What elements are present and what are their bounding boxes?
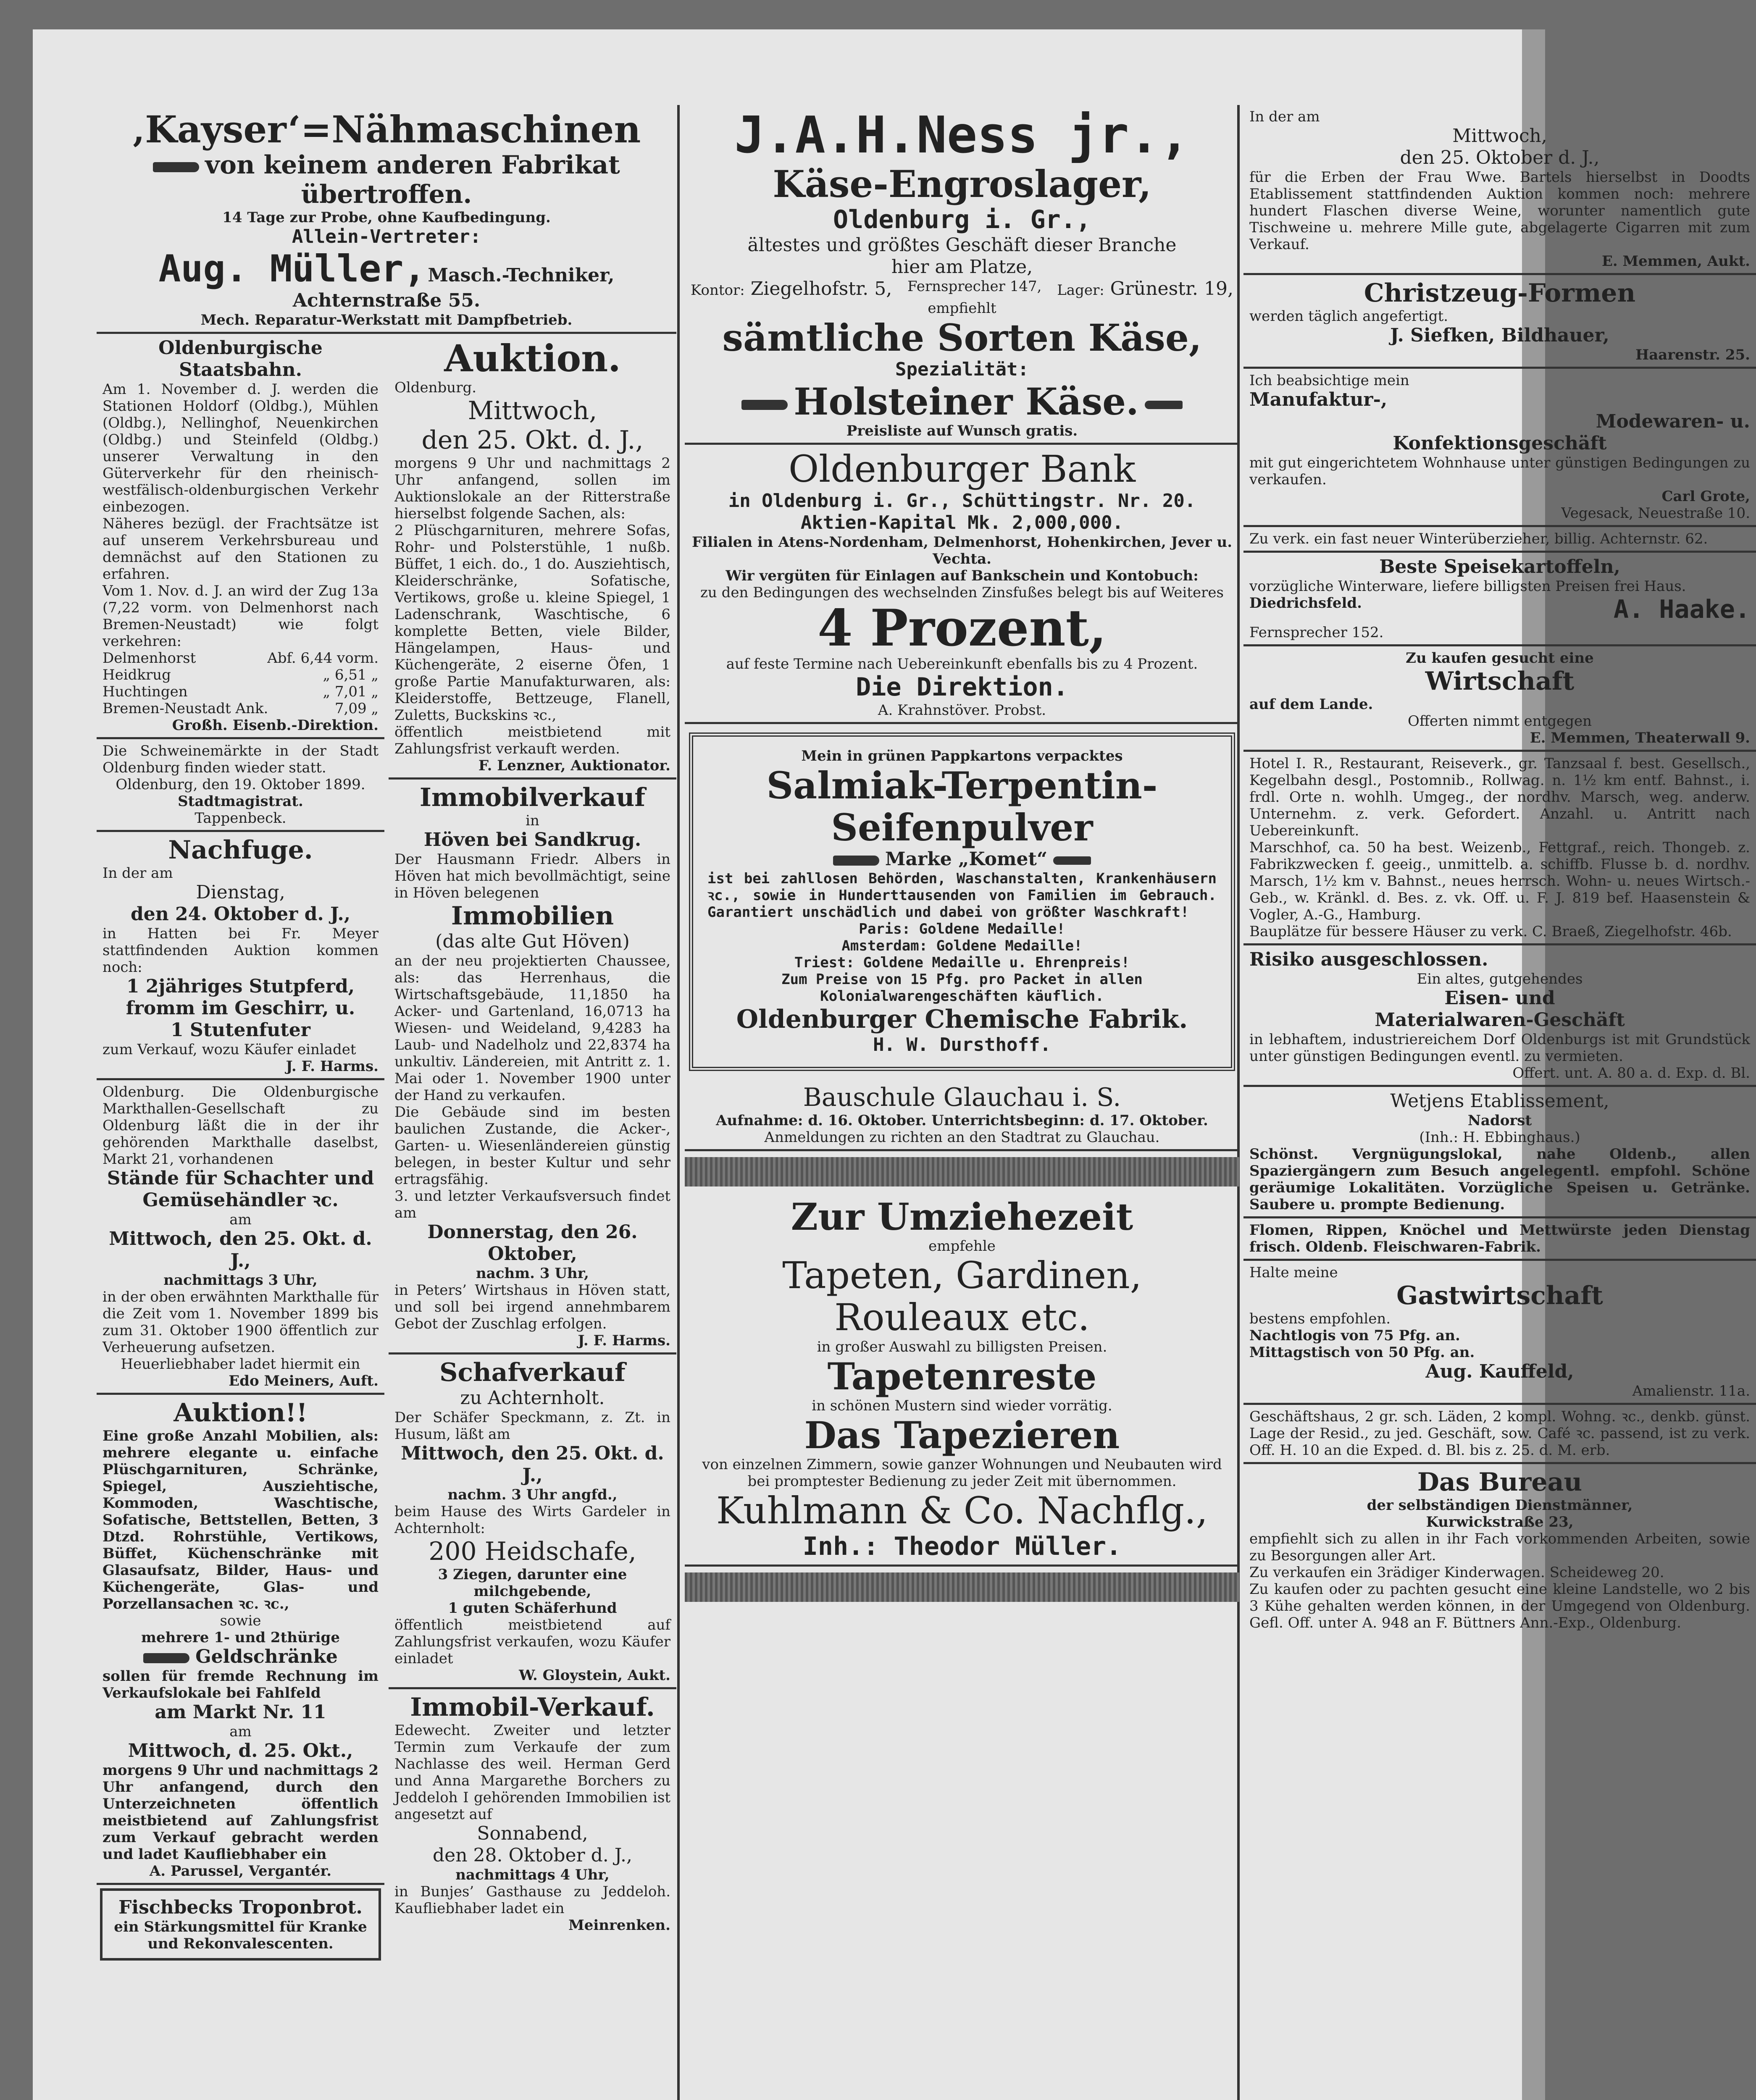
ad-text: Eine große Anzahl Mobilien, als: mehrere elegante u. einfache Plüschgarnituren, Schränke, Spiegel, Ausziehtische, Kommoden, Waschtische, Sofatische, Bettstellen, Betten, 3 Dtzd. Rohrstühle, Vertikows, Büffet, Küchenschränke mit Glasaufsatz, Bilder, Haus- und Küchengeräte, Glas- und Porzellansachen ꝛc. ꝛc.,	[103, 1428, 379, 1612]
ad-heading: Immobilien	[451, 901, 614, 931]
ad-text: an der neu projektierten Chaussee, als: das Herrenhaus, die Wirtschaftsgebäude, 11,1850 ha Acker- und Gartenland, 16,0713 ha Wiesen- und Weideland, 9,4283 ha Laub- und Nadelholz und 22,8374 ha unkultiv. Ländereien, mit Antritt z. 1. Mai oder 1. November 1900 unter der Hand zu verkaufen.	[394, 953, 670, 1104]
ad-heading: Wirtschaft	[1425, 667, 1575, 696]
ad-signature: Die Direktion.	[856, 672, 1068, 702]
ad-name: Aug. Müller,	[158, 247, 426, 290]
ad-day: Mittwoch,	[468, 396, 597, 425]
notice-text: Näheres bezügl. der Frachtsätze ist auf unserem Verkehrsbureau und demnächst auf den Stationen zu erfahren.	[103, 515, 379, 583]
ad-day: Dienstag,	[196, 882, 285, 903]
ad-line: zu den Bedingungen des wechselnden Zinsfußes belegt bis auf Weiteres	[700, 584, 1224, 601]
ad-date: Mittwoch, d. 25. Okt.,	[128, 1740, 353, 1761]
ad-text: am	[229, 1723, 252, 1740]
ad-heading: (das alte Gut Höven)	[435, 931, 630, 952]
ad-heading: Materialwaren-Geschäft	[1375, 1009, 1625, 1031]
ad-signature: A. Parussel, Vergantér.	[149, 1863, 332, 1880]
ad-firm: Oldenburger Chemische Fabrik.	[736, 1005, 1188, 1034]
ad-time: nachmittags 4 Uhr,	[455, 1866, 610, 1883]
ad-owner: Inh.: Theodor Müller.	[802, 1532, 1122, 1561]
ad-line: hier am Platze,	[891, 256, 1033, 278]
ad-text: Zu verk. ein fast neuer Winterüberzieher, billig. Achternstr. 62.	[1249, 530, 1708, 547]
pointing-hand-icon	[1053, 856, 1091, 865]
ad-name: J. Siefken, Bildhauer,	[1390, 325, 1609, 346]
ad-item: 1 2jähriges Stutpferd,	[126, 976, 355, 997]
ad-title: Nachfuge.	[168, 835, 313, 865]
notice-signature: Tappenbeck.	[195, 810, 287, 827]
bauschule-ad	[685, 1079, 1239, 1151]
ad-text: empfiehlt sich zu allen in ihr Fach vorkommenden Arbeiten, sowie zu Besorgungen aller Art.	[1249, 1530, 1750, 1564]
ad-title: ‚Kayser‘=Nähmaschinen	[132, 108, 641, 151]
ad-signature: W. Gloystein, Aukt.	[519, 1667, 670, 1684]
ad-brand: Marke „Komet“	[885, 848, 1048, 870]
ad-line: empfiehlt	[928, 300, 996, 317]
ad-item: 3 Ziegen, darunter eine milchgebende,	[438, 1566, 627, 1600]
ad-signature: Edo Meiners, Auft.	[229, 1373, 379, 1389]
ad-item: fromm im Geschirr, u.	[126, 998, 355, 1019]
ad-text: Marschhof, ca. 50 ha best. Weizenb., Fettgraf., reich. Thongeb. z. Fabrikzwecken f. geeig., unmittelb. a. schiffb. Flusse b. d. nordhv. Marsch, 1½ km v. Bahnst., neues herrsch. Wohn- u. neues Wirtsch.-Geb., w. Kränkl. d. Bes. z. vk. Off. u. F. J. 819 bef. Haasenstein & Vogler, A.-G., Hamburg.	[1249, 839, 1750, 923]
ad-text: sowie	[220, 1612, 261, 1629]
christzeug-ad	[1243, 275, 1756, 369]
ad-title: Immobil-Verkauf.	[410, 1693, 655, 1722]
ad-place: Nadorst	[1467, 1112, 1532, 1129]
ad-line: in schönen Mustern sind wieder vorrätig.	[812, 1397, 1112, 1414]
ad-heading: Geldschränke	[195, 1646, 338, 1667]
ad-line: 14 Tage zur Probe, ohne Kaufbedingung.	[222, 209, 551, 226]
ad-title: Bauschule Glauchau i. S.	[803, 1083, 1121, 1112]
ad-line: übertroffen.	[301, 180, 472, 209]
ad-place: zu Achternholt.	[460, 1387, 605, 1409]
ad-text: In der am	[103, 865, 173, 882]
ad-title: Gastwirtschaft	[1396, 1281, 1603, 1310]
ad-title: Risiko ausgeschlossen.	[1249, 949, 1488, 970]
winterueberzieher-ad	[1243, 527, 1756, 553]
ad-line: sämtliche Sorten Käse,	[722, 316, 1202, 360]
ad-text: Ein altes, gutgehendes	[1417, 971, 1583, 987]
ad-title: Schafverkauf	[439, 1358, 626, 1387]
pointing-hand-icon	[741, 400, 788, 410]
ad-signature: E. Memmen, Aukt.	[1601, 253, 1750, 270]
ad-text: und Rekonvalescenten.	[147, 1935, 334, 1952]
notice-signature: Stadtmagistrat.	[178, 793, 303, 810]
immobilverkauf-hoeven-ad	[389, 780, 676, 1354]
lager-label: Lager:	[1057, 282, 1104, 299]
ad-items: Tapeten, Gardinen, Rouleaux etc.	[782, 1254, 1142, 1339]
ad-line: Mein in grünen Pappkartons verpacktes	[801, 748, 1123, 764]
ad-signature: F. Lenzner, Auktionator.	[478, 757, 670, 774]
ad-text: Oldenburg. Die Oldenburgische Markthallen-Gesellschaft zu Oldenburg läßt die in der ihr gehörenden Markthalle daselbst, Markt 21, vorhandenen	[103, 1084, 379, 1168]
ad-text: ein Stärkungsmittel für Kranke	[114, 1919, 367, 1935]
ad-text: morgens 9 Uhr und nachmittags 2 Uhr anfangend, durch den Unterzeichneten öffentlich meistbietend auf Zahlungsfrist zum Verkauf gebracht werden und ladet Kaufliebhaber ein	[103, 1762, 379, 1863]
pointing-hand-icon	[833, 856, 879, 866]
ad-title: Immobilverkauf	[419, 783, 646, 812]
ad-text: für die Erben der Frau Wwe. Bartels hierselbst in Doodts Etablissement stattfindenden Auktion kommen noch: mehrere hundert Flaschen diverse Weine, worunter namentlich gute Tischweine u. mehrere Mille gute, abgelagerte Cigarren mit zum Verkauf.	[1249, 169, 1750, 253]
manufaktur-ad	[1243, 369, 1756, 527]
ad-heading: Modewaren- u.	[1596, 411, 1750, 432]
ad-text: Zu kaufen oder zu pachten gesucht eine kleine Landstelle, wo 2 bis 3 Kühe gehalten werden können, in der Umgegend von Oldenburg. Gefl. Off. unter A. 948 an F. Büttners Ann.-Exp., Oldenburg.	[1249, 1581, 1750, 1631]
nachfuge-ad	[97, 832, 384, 1080]
phone-number: Fernsprecher 152.	[1249, 624, 1384, 641]
notice-date: Oldenburg, den 19. Oktober 1899.	[116, 776, 365, 793]
geschaeftshaus-ad	[1243, 1405, 1756, 1464]
schafverkauf-ad	[389, 1354, 676, 1689]
ad-title: J.A.H.Ness jr.,	[734, 106, 1190, 165]
ad-name: Aug. Kauffeld,	[1425, 1361, 1574, 1382]
interest-rate: 4 Prozent,	[818, 598, 1107, 658]
risiko-ad	[1243, 945, 1756, 1087]
ad-text: 2 Plüschgarnituren, mehrere Sofas, Rohr- und Polsterstühle, 1 nußb. Büffet, 1 eich. do., 1 do. Ausziehtisch, Kleiderschränke, Sofatische, Vertikows, große u. kleine Spiegel, 1 Ladenschrank, Waschtische, 6 komplette Betten, viele Bilder, Hängelampen, Haus- und Küchengeräte, 2 eiserne Öfen, 1 große Partie Manufakturwaren, als: Kleiderstoffe, Bettzeuge, Flanell, Zuletts, Buckskins ꝛc.,	[394, 522, 670, 724]
pointing-hand-icon	[1145, 401, 1183, 409]
ad-line: ältestes und größtes Geschäft dieser Branche	[747, 234, 1177, 256]
ad-text: Flomen, Rippen, Knöchel und Mettwürste jeden Dienstag frisch. Oldenb. Fleischwaren-Fabrik.	[1249, 1222, 1750, 1255]
hotel-ad	[1243, 752, 1756, 945]
ad-line: Aufnahme: d. 16. Oktober. Unterrichtsbeginn: d. 17. Oktober.	[716, 1112, 1208, 1129]
schweinemarkt-notice	[97, 739, 384, 832]
ad-text: Die Gebäude sind im besten baulichen Zustande, die Acker-, Garten- u. Wiesenländereien günstig belegen, in bester Kultur und sehr ertragsfähig.	[394, 1104, 670, 1188]
ad-text: Zu kaufen gesucht eine	[1406, 650, 1594, 667]
ad-line: Filialen in Atens-Nordenham, Delmenhorst, Hohenkirchen, Jever u. Vechta.	[691, 534, 1233, 567]
ad-line: von einzelnen Zimmern, sowie ganzer Wohnungen und Neubauten wird bei promptester Bedienung zu jeder Zeit mit übernommen.	[702, 1456, 1222, 1490]
markthalle-ad	[97, 1080, 384, 1395]
timetable-row: Bremen-Neustadt Ank. 7,09 „	[103, 700, 379, 717]
ad-text: 3. und letzter Verkaufsversuch findet am	[394, 1188, 670, 1221]
ad-address: Vegesack, Neuestraße 10.	[1561, 505, 1750, 522]
ad-place: am Markt Nr. 11	[155, 1701, 326, 1723]
ad-text: beim Hause des Wirts Gardeler in Achternholt:	[394, 1503, 670, 1537]
ad-text: mehrere 1- und 2thürige	[141, 1629, 340, 1646]
ad-line: Wir vergüten für Einlagen auf Bankschein und Kontobuch:	[726, 567, 1199, 584]
ad-spec: Holsteiner Käse.	[794, 380, 1139, 423]
ad-line: empfehle	[928, 1238, 996, 1255]
middle-column	[685, 105, 1239, 2100]
ness-ad	[685, 105, 1239, 445]
ad-title: Auktion.	[444, 336, 621, 380]
oldenburger-bank-ad	[685, 445, 1239, 724]
ad-line: in großer Auswahl zu billigsten Preisen.	[817, 1339, 1107, 1355]
wirtschaft-gesucht-ad	[1243, 646, 1756, 752]
ad-heading: Eisen- und	[1444, 987, 1555, 1009]
ad-signature: J. F. Harms.	[578, 1332, 670, 1349]
wetjens-ad	[1243, 1087, 1756, 1218]
award: Triest: Goldene Medaille u. Ehrenpreis!	[794, 954, 1130, 971]
ad-owner: (Inh.: H. Ebbinghaus.)	[1419, 1129, 1580, 1146]
ad-title: der selbständigen Dienstmänner,	[1367, 1497, 1633, 1514]
kontor-address: Ziegelhofstr. 5,	[750, 278, 892, 299]
ad-date: Mittwoch, den 25. Okt. d. J.,	[109, 1228, 372, 1271]
timetable-row: Heidkrug „ 6,51 „	[103, 667, 379, 683]
award: Paris: Goldene Medaille!	[859, 921, 1065, 937]
ad-text: Heuerliebhaber ladet hiermit ein	[121, 1356, 360, 1373]
ad-line: Nachtlogis von 75 Pfg. an.	[1249, 1327, 1460, 1344]
ad-text: ist bei zahllosen Behörden, Waschanstalten, Krankenhäusern ꝛc., sowie in Hunderttausenden von Familien im Gebrauch. Garantiert unschädlich und dabei von größter Waschkraft!	[707, 870, 1217, 921]
ad-address: Diedrichsfeld.	[1249, 595, 1362, 612]
ad-text: Geschäftshaus, 2 gr. sch. Läden, 2 kompl. Wohng. ꝛc., denkb. günst. Lage der Resid., zu jed. Geschäft, sow. Café ꝛc. passend, ist zu verk. Off. H. 10 an die Exped. d. Bl. bis z. 25. d. M. erb.	[1249, 1408, 1750, 1459]
ad-title: Wetjens Etablissement,	[1390, 1090, 1609, 1112]
ad-text: in Bunjes’ Gasthause zu Jeddeloh. Kaufliebhaber ladet ein	[394, 1883, 670, 1917]
ad-line: Spezialität:	[895, 359, 1029, 380]
ad-text: öffentlich meistbietend mit Zahlungsfrist verkauft werden.	[394, 724, 670, 757]
ad-item: 200 Heidschafe,	[428, 1537, 636, 1566]
umzug-ad	[685, 1192, 1239, 1567]
ad-title: Beste Speisekartoffeln,	[1379, 556, 1620, 578]
ad-address: Amalienstr. 11a.	[1632, 1383, 1750, 1399]
ad-title: Christzeug-Formen	[1364, 278, 1636, 308]
ad-text: Halte meine	[1249, 1264, 1338, 1281]
ad-name: Carl Grote,	[1661, 488, 1750, 505]
notice-text: Am 1. November d. J. werden die Stationen Holdorf (Oldbg.), Mühlen (Oldbg.), Nellinghof, Neuenkirchen (Oldbg.) und Steinfeld (Oldbg.) unserer Verwaltung in den Güterverkehr für den rheinisch-westfälisch-oldenburgischen Verkehr einbezogen.	[103, 381, 379, 515]
ad-signature: E. Memmen, Theaterwall 9.	[1530, 730, 1750, 746]
bureau-ad	[1243, 1464, 1756, 1635]
ad-title: Auktion!!	[173, 1398, 308, 1428]
auktion-geldschraenke-ad	[97, 1395, 384, 1885]
ad-text: in	[526, 812, 539, 829]
ad-text: Ich beabsichtige mein	[1249, 372, 1409, 389]
ad-day: Sonnabend,	[477, 1823, 588, 1844]
column-rule	[677, 105, 680, 2100]
left-column	[97, 105, 676, 2100]
ad-line: in Oldenburg i. Gr., Schüttingstr. Nr. 20.	[728, 490, 1196, 512]
ad-heading: Tapetenreste	[827, 1354, 1097, 1398]
ad-title: Oldenburger Bank	[788, 447, 1136, 491]
ad-subtitle: Käse-Engroslager,	[773, 162, 1151, 206]
ad-text: Edewecht. Zweiter und letzter Termin zum Verkaufe der zum Nachlasse des weil. Herman Gerd und Anna Margarethe Borchers zu Jeddeloh I gehörenden Immobilien ist angesetzt auf	[394, 1722, 670, 1823]
salmiak-ad	[689, 732, 1235, 1071]
ad-name: A. Haake.	[1613, 595, 1750, 624]
ad-heading: Stände für Schachter und Gemüsehändler ꝛc.	[107, 1168, 374, 1211]
ad-time: nachm. 3 Uhr,	[476, 1265, 589, 1282]
decorative-band	[685, 1572, 1239, 1602]
pointing-hand-icon	[143, 1653, 189, 1663]
ad-date: Donnerstag, den 26. Oktober,	[427, 1221, 638, 1265]
ad-title: Zur Umziehezeit	[791, 1195, 1133, 1239]
ad-text: Hotel I. R., Restaurant, Reiseverk., gr. Tanzsaal f. best. Gesellsch., Kegelbahn desgl., Postomnib., Rollwag. n. 1½ km entf. Bahnst., i. frdl. Orte n. wohlh. Umgeg., der nordhv. Marsch, weg. anderw. Unternehm. z. verk. Gefordert. Anzahl. u. Antritt nach Uebereinkunft.	[1249, 755, 1750, 839]
ad-text: in lebhaftem, industriereichem Dorf Oldenburgs ist mit Grundstück unter günstigen Bedingungen eventl. zu vermieten.	[1249, 1031, 1750, 1065]
ad-heading: Konfektionsgeschäft	[1393, 433, 1607, 454]
ad-firm: Kuhlmann & Co. Nachflg.,	[716, 1489, 1208, 1532]
ad-date: den 25. Oktober d. J.,	[1400, 147, 1600, 168]
ad-text: auf dem Lande.	[1249, 696, 1373, 713]
ad-date: den 25. Okt. d. J.,	[421, 425, 644, 455]
auktion-bartels-ad	[1243, 105, 1756, 275]
ad-heading: Das Tapezieren	[804, 1413, 1120, 1457]
ad-address: Haarenstr. 25.	[1635, 346, 1750, 363]
timetable-row: Huchtingen „ 7,01 „	[103, 683, 379, 700]
gastwirtschaft-ad	[1243, 1261, 1756, 1405]
ad-text: Der Schäfer Speckmann, z. Zt. in Husum, läßt am	[394, 1409, 670, 1443]
ad-time: nachmittags 3 Uhr,	[163, 1272, 318, 1289]
ad-text: vorzügliche Winterware, liefere billigsten Preisen frei Haus.	[1249, 578, 1686, 595]
ad-line: Allein-Vertreter:	[292, 226, 481, 247]
ad-signature: J. F. Harms.	[286, 1058, 379, 1075]
ad-date: den 24. Oktober d. J.,	[130, 903, 351, 925]
ad-text: Zu verkaufen ein 3rädiger Kinderwagen. Scheideweg 20.	[1249, 1564, 1664, 1581]
ad-text: In der am	[1249, 108, 1320, 125]
ad-line: auf feste Termine nach Uebereinkunft ebenfalls bis zu 4 Prozent.	[726, 656, 1198, 672]
flomen-ad	[1243, 1218, 1756, 1261]
ad-text: in Hatten bei Fr. Meyer stattfindenden Auktion kommen noch:	[103, 925, 379, 976]
ad-text: Der Hausmann Friedr. Albers in Höven hat mich bevollmächtigt, seine in Höven belegenen	[394, 851, 670, 901]
ad-title: Salmiak-Terpentin-	[766, 764, 1158, 807]
ad-line: Masch.-Techniker,	[428, 265, 615, 286]
ad-text: Bauplätze für bessere Häuser zu verk. C. Braeß, Ziegelhofstr. 46b.	[1249, 923, 1732, 940]
ad-title: Das Bureau	[1417, 1467, 1583, 1497]
ad-text: in der oben erwähnten Markthalle für die Zeit vom 1. November 1899 bis zum 31. Oktober 1900 öffentlich zur Verheuerung aufsetzen.	[103, 1289, 379, 1356]
timetable-row: Delmenhorst Abf. 6,44 vorm.	[103, 650, 379, 667]
ad-text: Schönst. Vergnügungslokal, nahe Oldenb., allen Spaziergängern zum Besuch angelegentl. empfohl. Schöne geräumige Lokalitäten. Vorzügliche Speisen u. Getränke. Saubere u. prompte Bedienung.	[1249, 1146, 1750, 1213]
immobil-verkauf-edewecht-ad	[389, 1689, 676, 1937]
ad-city: Oldenburg i. Gr.,	[833, 205, 1091, 234]
ad-price: Zum Preise von 15 Pfg. pro Packet in allen Kolonialwarengeschäften käuflich.	[781, 971, 1143, 1005]
notice-text: Die Schweinemärkte in der Stadt Oldenburg finden wieder statt.	[103, 743, 379, 776]
award: Amsterdam: Goldene Medaille!	[841, 937, 1083, 954]
ad-heading: Manufaktur-,	[1249, 389, 1388, 410]
staatsbahn-notice	[97, 334, 384, 739]
ad-time: nachm. 3 Uhr angfd.,	[447, 1486, 618, 1503]
ad-owner: H. W. Dursthoff.	[873, 1034, 1051, 1055]
ad-text: Offerten nimmt entgegen	[1408, 713, 1592, 730]
notice-title: Oldenburgische Staatsbahn.	[158, 337, 323, 381]
ad-place: Oldenburg.	[394, 379, 477, 396]
phone-number: Fernsprecher 147,	[907, 278, 1042, 295]
ad-text: Offert. unt. A. 80 a. d. Exp. d. Bl.	[1512, 1065, 1750, 1082]
notice-signature: Großh. Eisenb.-Direktion.	[172, 717, 379, 734]
ad-place: Höven bei Sandkrug.	[423, 829, 641, 850]
pointing-hand-icon	[153, 162, 199, 172]
ad-address: Kurwickstraße 23,	[1426, 1514, 1574, 1530]
ad-text: zum Verkauf, wozu Käufer einladet	[103, 1041, 356, 1058]
notice-text: Vom 1. Nov. d. J. an wird der Zug 13a (7,22 vorm. von Delmenhorst nach Bremen-Neustadt) wie folgt verkehren:	[103, 583, 379, 650]
ad-line: Anmeldungen zu richten an den Stadtrat zu Glauchau.	[764, 1129, 1160, 1146]
ad-line: Mittagstisch von 50 Pfg. an.	[1249, 1344, 1475, 1361]
ad-title: Seifenpulver	[831, 806, 1093, 849]
ad-text: öffentlich meistbietend auf Zahlungsfrist verkaufen, wozu Käufer einladet	[394, 1617, 670, 1667]
ad-text: in Peters’ Wirtshaus in Höven statt, und soll bei irgend annehmbarem Gebot der Zuschlag erfolgen.	[394, 1282, 670, 1332]
ad-text: morgens 9 Uhr und nachmittags 2 Uhr anfangend, sollen im Auktionslokale an der Ritterstraße hierselbst folgende Sachen, als:	[394, 455, 670, 522]
right-column	[1243, 105, 1756, 2100]
decorative-band	[685, 1157, 1239, 1186]
lager-address: Grünestr. 19,	[1110, 278, 1233, 299]
kontor-label: Kontor:	[691, 282, 745, 299]
ad-line: von keinem anderen Fabrikat	[205, 150, 620, 180]
ad-text: mit gut eingerichtetem Wohnhause unter günstigen Bedingungen zu verkaufen.	[1249, 454, 1750, 488]
fischbeck-ad	[100, 1888, 381, 1961]
ad-title: Fischbecks Troponbrot.	[118, 1897, 363, 1918]
ad-date: Mittwoch, den 25. Okt. d. J.,	[401, 1443, 664, 1486]
ad-text: werden täglich angefertigt.	[1249, 308, 1448, 325]
ad-signature: Meinrenken.	[568, 1917, 670, 1934]
ad-text: am	[229, 1211, 252, 1228]
ad-address: Achternstraße 55.	[292, 290, 481, 311]
kayser-ad	[97, 105, 676, 334]
speisekartoffeln-ad	[1243, 553, 1756, 646]
ad-line: Aktien-Kapital Mk. 2,000,000.	[800, 512, 1124, 533]
ad-line: Mech. Reparatur-Werkstatt mit Dampfbetrieb.	[200, 312, 573, 328]
ad-text: sollen für fremde Rechnung im Verkaufslokale bei Fahlfeld	[103, 1668, 379, 1701]
ad-date: den 28. Oktober d. J.,	[433, 1845, 632, 1866]
ad-line: Preisliste auf Wunsch gratis.	[846, 423, 1078, 439]
ad-item: 1 guten Schäferhund	[448, 1600, 617, 1617]
ad-day: Mittwoch,	[1452, 125, 1547, 147]
auktion-oldenburg-ad	[389, 334, 676, 780]
ad-text: bestens empfohlen.	[1249, 1310, 1391, 1327]
ad-signature: A. Krahnstöver. Probst.	[878, 702, 1046, 719]
ad-item: 1 Stutenfuter	[171, 1019, 310, 1041]
